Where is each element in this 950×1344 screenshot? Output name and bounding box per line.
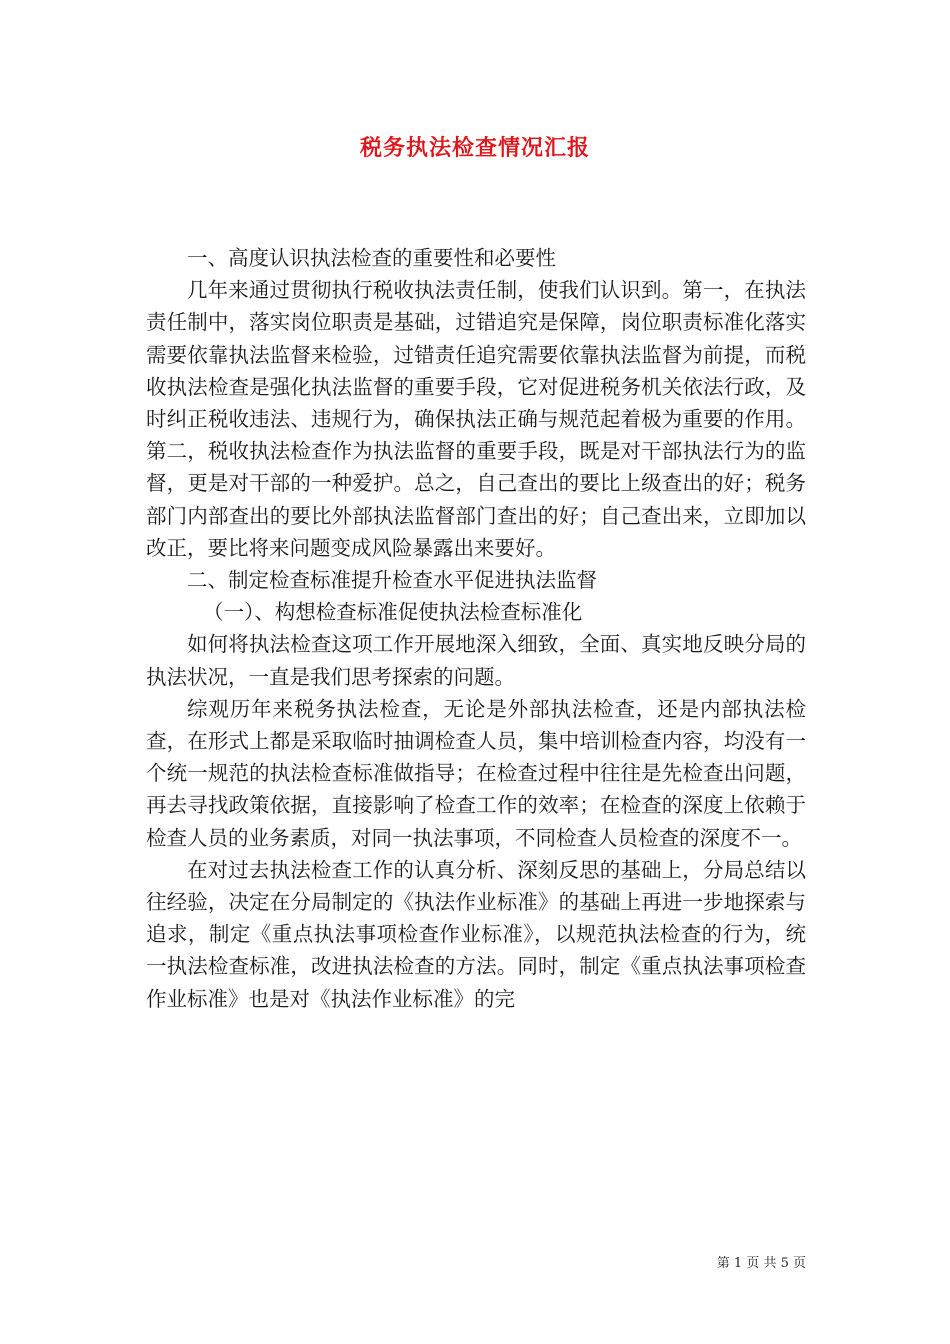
body-paragraph-2: 如何将执法检查这项工作开展地深入细致，全面、真实地反映分局的执法状况，一直是我们思考探索的问题。 <box>146 632 806 689</box>
body-paragraph-3: 综观历年来税务执法检查，无论是外部执法检查，还是内部执法检查，在形式上都是采取临时抽调检查人员，集中培训检查内容，均没有一个统一规范的执法检查标准做指导；在检查过程中往往是先检查出问题，再去寻找政策依据，直接影响了检查工作的效率；在检查的深度上依赖于检查人员的业务素质，对同一执法事项，不同检查人员检查的深度不一。 <box>146 696 806 850</box>
document-body <box>146 242 806 1015</box>
section-heading-1: 一、高度认识执法检查的重要性和必要性 <box>187 246 556 270</box>
page-number-footer: 第 1 页 共 5 页 <box>716 1256 806 1271</box>
section-heading-2: 二、制定检查标准提升检查水平促进执法监督 <box>187 568 597 593</box>
body-paragraph-4: 在对过去执法检查工作的认真分析、深刻反思的基础上，分局总结以往经验，决定在分局制定的《执法作业标准》的基础上再进一步地探索与追求，制定《重点执法事项检查作业标准》，以规范执法检查的行为，统一执法检查标准，改进执法检查的方法。同时，制定《重点执法事项检查作业标准》也是对《执法作业标准》的完 <box>146 857 806 1011</box>
page-title: 税务执法检查情况汇报 <box>359 135 590 161</box>
sub-heading-1: （一）、构想检查标准促使执法检查标准化 <box>203 600 583 625</box>
body-paragraph-1: 几年来通过贯彻执行税收执法责任制，使我们认识到。第一，在执法责任制中，落实岗位职责是基础，过错追究是保障，岗位职责标准化落实需要依靠执法监督来检验，过错责任追究需要依靠执法监督为前提，而税收执法检查是强化执法监督的重要手段，它对促进税务机关依法行政，及时纠正税收违法、违规行为，确保执法正确与规范起着极为重要的作用。第二，税收执法检查作为执法监督的重要手段，既是对干部执法行为的监督，更是对干部的一种爱护。总之，自己查出的要比上级查出的好；税务部门内部查出的要比外部执法监督部门查出的好；自己查出来，立即加以改正，要比将来问题变成风险暴露出来要好。 <box>146 278 806 560</box>
